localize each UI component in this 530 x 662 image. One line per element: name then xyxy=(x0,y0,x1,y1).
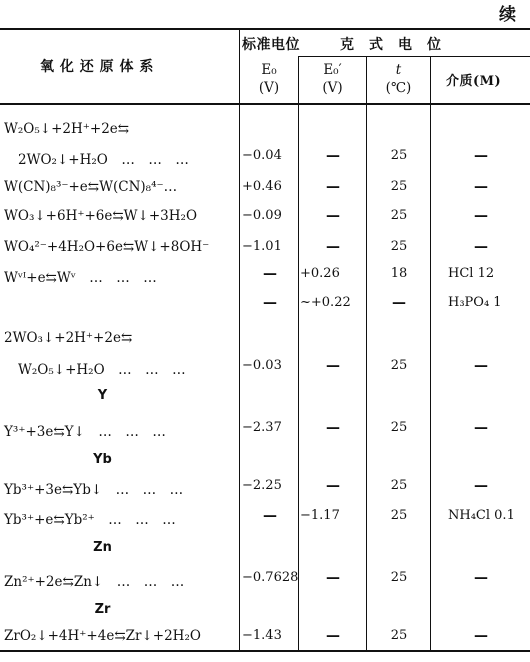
temperature-value: 25 xyxy=(390,358,408,373)
header-e0p: E₀′ xyxy=(323,62,342,78)
temperature-value: 25 xyxy=(390,508,408,523)
header-e0p-unit: (V) xyxy=(322,80,343,96)
header-std-potential: 标准电位 xyxy=(242,37,300,53)
temperature-value: 25 xyxy=(390,570,408,585)
std-potential-value: −0.04 xyxy=(242,148,282,163)
std-potential-value: −2.37 xyxy=(242,420,282,435)
medium-value: — xyxy=(474,420,488,436)
reaction-system: Y³⁺+3e⇆Y↓ … … … xyxy=(4,424,166,440)
col-divider-1 xyxy=(239,29,240,651)
std-potential-value: −0.7628 xyxy=(242,570,299,585)
formal-potential-value: +0.26 xyxy=(300,266,340,281)
element-heading: Yb xyxy=(93,452,112,467)
reaction-system: Wᵛᴵ+e⇆Wᵛ … … … xyxy=(4,270,157,286)
header-e0: E₀ xyxy=(261,62,277,78)
bottom-rule xyxy=(0,650,530,652)
formal-subheader-rule xyxy=(298,56,530,57)
temperature-value: 25 xyxy=(390,179,408,194)
temperature-value: 25 xyxy=(390,628,408,643)
formal-potential-value: — xyxy=(326,570,340,586)
medium-value: — xyxy=(474,148,488,164)
temperature-value: 25 xyxy=(390,478,408,493)
medium-value: H₃PO₄ 1 xyxy=(448,295,502,310)
reaction-system: W₂O₅↓+H₂O … … … xyxy=(18,362,186,378)
reaction-system: Yb³⁺+3e⇆Yb↓ … … … xyxy=(4,482,184,498)
header-medium: 介质(M) xyxy=(446,74,502,89)
header-formal-potential: 克 式 电 位 xyxy=(340,37,442,53)
std-potential-value: −0.03 xyxy=(242,358,282,373)
formal-potential-value: — xyxy=(326,628,340,644)
std-potential-value: −1.43 xyxy=(242,628,282,643)
formal-potential-value: — xyxy=(326,179,340,195)
medium-value: — xyxy=(474,570,488,586)
col-divider-2 xyxy=(298,56,299,651)
temperature-value: 25 xyxy=(390,208,408,223)
temperature-value: 18 xyxy=(390,266,408,281)
std-potential-value: −1.01 xyxy=(242,239,282,254)
std-potential-value: −0.09 xyxy=(242,208,282,223)
col-divider-3 xyxy=(366,56,367,651)
std-potential-value: −2.25 xyxy=(242,478,282,493)
reaction-system: WO₄²⁻+4H₂O+6e⇆W↓+8OH⁻ xyxy=(4,239,210,255)
col-divider-4 xyxy=(430,56,431,651)
header-system: 氧 化 还 原 体 系 xyxy=(40,59,154,75)
medium-value: — xyxy=(474,358,488,374)
temperature-value: 25 xyxy=(390,239,408,254)
formal-potential-value: — xyxy=(326,148,340,164)
header-e0-unit: (V) xyxy=(258,80,280,96)
element-heading: Zn xyxy=(93,540,112,555)
medium-value: — xyxy=(474,179,488,195)
std-potential-value: — xyxy=(263,295,277,311)
reaction-system: Zn²⁺+2e⇆Zn↓ … … … xyxy=(4,574,185,590)
formal-potential-value: ~+0.22 xyxy=(300,295,351,310)
header-t: t xyxy=(395,62,402,78)
formal-potential-value: — xyxy=(326,478,340,494)
reaction-system: Yb³⁺+e⇆Yb²⁺ … … … xyxy=(4,512,176,528)
element-heading: Y xyxy=(97,388,108,403)
formal-potential-value: — xyxy=(326,358,340,374)
std-potential-value: — xyxy=(263,266,277,282)
std-potential-value: +0.46 xyxy=(242,179,282,194)
formal-potential-value: — xyxy=(326,239,340,255)
temperature-value: — xyxy=(392,295,406,311)
reaction-system: 2WO₂↓+H₂O … … … xyxy=(18,152,189,168)
continued-mark: 续 xyxy=(499,5,516,25)
formal-potential-value: −1.17 xyxy=(300,508,340,523)
reaction-system: WO₃↓+6H⁺+6e⇆W↓+3H₂O xyxy=(4,208,198,224)
reaction-system: 2WO₃↓+2H⁺+2e⇆ xyxy=(4,330,133,346)
element-heading: Zr xyxy=(94,602,111,617)
top-rule xyxy=(0,28,530,30)
medium-value: — xyxy=(474,208,488,224)
medium-value: — xyxy=(474,478,488,494)
temperature-value: 25 xyxy=(390,420,408,435)
reaction-system: W₂O₅↓+2H⁺+2e⇆ xyxy=(4,121,130,137)
reaction-system: W(CN)₈³⁻+e⇆W(CN)₈⁴⁻… xyxy=(4,179,178,195)
std-potential-value: — xyxy=(263,508,277,524)
medium-value: NH₄Cl 0.1 xyxy=(448,508,515,523)
medium-value: HCl 12 xyxy=(448,266,495,281)
temperature-value: 25 xyxy=(390,148,408,163)
medium-value: — xyxy=(474,239,488,255)
medium-value: — xyxy=(474,628,488,644)
header-rule xyxy=(0,103,530,105)
header-t-unit: (℃) xyxy=(385,80,412,96)
reaction-system: ZrO₂↓+4H⁺+4e⇆Zr↓+2H₂O xyxy=(4,628,201,644)
formal-potential-value: — xyxy=(326,420,340,436)
formal-potential-value: — xyxy=(326,208,340,224)
